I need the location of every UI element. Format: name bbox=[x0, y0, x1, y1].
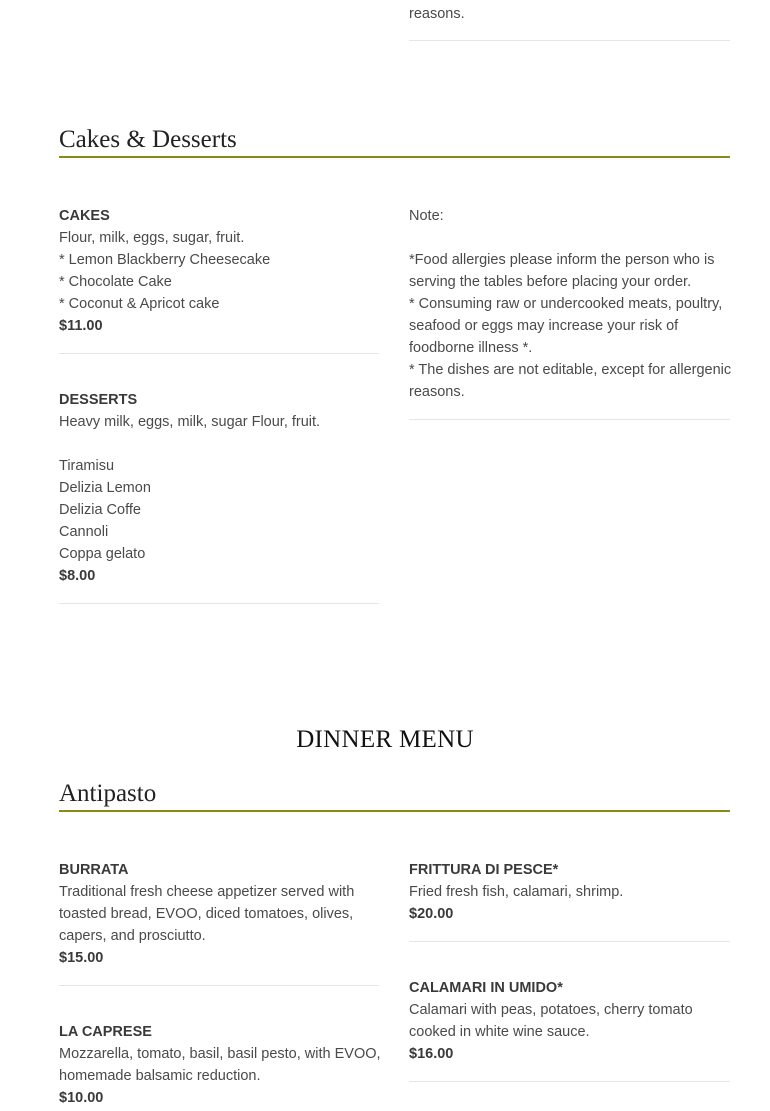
menu-item-frittura-di-pesce bbox=[409, 859, 730, 925]
item-price: $16.00 bbox=[409, 1046, 454, 1062]
allergy-note bbox=[409, 205, 730, 403]
item-option: Coppa gelato bbox=[59, 546, 146, 562]
divider bbox=[59, 985, 379, 986]
divider bbox=[409, 419, 730, 420]
divider bbox=[409, 40, 730, 41]
item-name: BURRATA bbox=[59, 862, 129, 878]
note-line: serving the tables before placing your order. bbox=[409, 274, 692, 290]
menu-item-calamari-in-umido bbox=[409, 977, 730, 1065]
item-price: $8.00 bbox=[59, 568, 96, 584]
item-price: $20.00 bbox=[409, 906, 454, 922]
item-description: capers, and prosciutto. bbox=[59, 928, 206, 944]
item-name: FRITTURA DI PESCE* bbox=[409, 862, 559, 878]
note-line: * Consuming raw or undercooked meats, poultry, bbox=[409, 296, 723, 312]
item-name: CAKES bbox=[59, 208, 110, 224]
item-option: Tiramisu bbox=[59, 458, 115, 474]
menu-item-la-caprese bbox=[59, 1021, 379, 1109]
divider bbox=[59, 353, 379, 354]
note-line: reasons. bbox=[409, 384, 465, 400]
note-line: foodborne illness *. bbox=[409, 340, 533, 356]
divider bbox=[409, 941, 730, 942]
menu-item-desserts bbox=[59, 389, 379, 587]
item-option: * Lemon Blackberry Cheesecake bbox=[59, 252, 271, 268]
item-price: $15.00 bbox=[59, 950, 104, 966]
item-name: LA CAPRESE bbox=[59, 1024, 152, 1040]
dinner-menu-heading: DINNER MENU bbox=[296, 726, 474, 753]
item-description: Traditional fresh cheese appetizer served with bbox=[59, 884, 355, 900]
item-description: Mozzarella, tomato, basil, basil pesto, with EVOO, bbox=[59, 1046, 381, 1062]
divider bbox=[409, 1081, 730, 1082]
menu-item-burrata bbox=[59, 859, 379, 969]
item-price: $10.00 bbox=[59, 1090, 104, 1106]
item-option: Delizia Lemon bbox=[59, 480, 151, 496]
item-description: Flour, milk, eggs, sugar, fruit. bbox=[59, 230, 245, 246]
item-description: Calamari with peas, potatoes, cherry tomato bbox=[409, 1002, 693, 1018]
item-option: Delizia Coffe bbox=[59, 502, 141, 518]
item-name: CALAMARI IN UMIDO* bbox=[409, 980, 563, 996]
note-line: * The dishes are not editable, except for allergenic bbox=[409, 362, 732, 378]
section-title-antipasto: Antipasto bbox=[59, 778, 730, 812]
item-option: * Coconut & Apricot cake bbox=[59, 296, 220, 312]
previous-note-tail: reasons. bbox=[409, 6, 465, 22]
item-description: Fried fresh fish, calamari, shrimp. bbox=[409, 884, 624, 900]
item-description: homemade balsamic reduction. bbox=[59, 1068, 261, 1084]
menu-item-cakes bbox=[59, 205, 379, 337]
note-line: seafood or eggs may increase your risk of bbox=[409, 318, 679, 334]
item-description: toasted bread, EVOO, diced tomatoes, olives, bbox=[59, 906, 354, 922]
section-title-cakes-desserts: Cakes & Desserts bbox=[59, 124, 730, 158]
divider bbox=[59, 603, 379, 604]
note-line: *Food allergies please inform the person who is bbox=[409, 252, 715, 268]
item-price: $11.00 bbox=[59, 318, 103, 334]
item-name: DESSERTS bbox=[59, 392, 138, 408]
item-description: cooked in white wine sauce. bbox=[409, 1024, 590, 1040]
item-option: * Chocolate Cake bbox=[59, 274, 172, 290]
item-option: Cannoli bbox=[59, 524, 109, 540]
item-description: Heavy milk, eggs, milk, sugar Flour, fruit. bbox=[59, 414, 321, 430]
note-label: Note: bbox=[409, 208, 444, 224]
